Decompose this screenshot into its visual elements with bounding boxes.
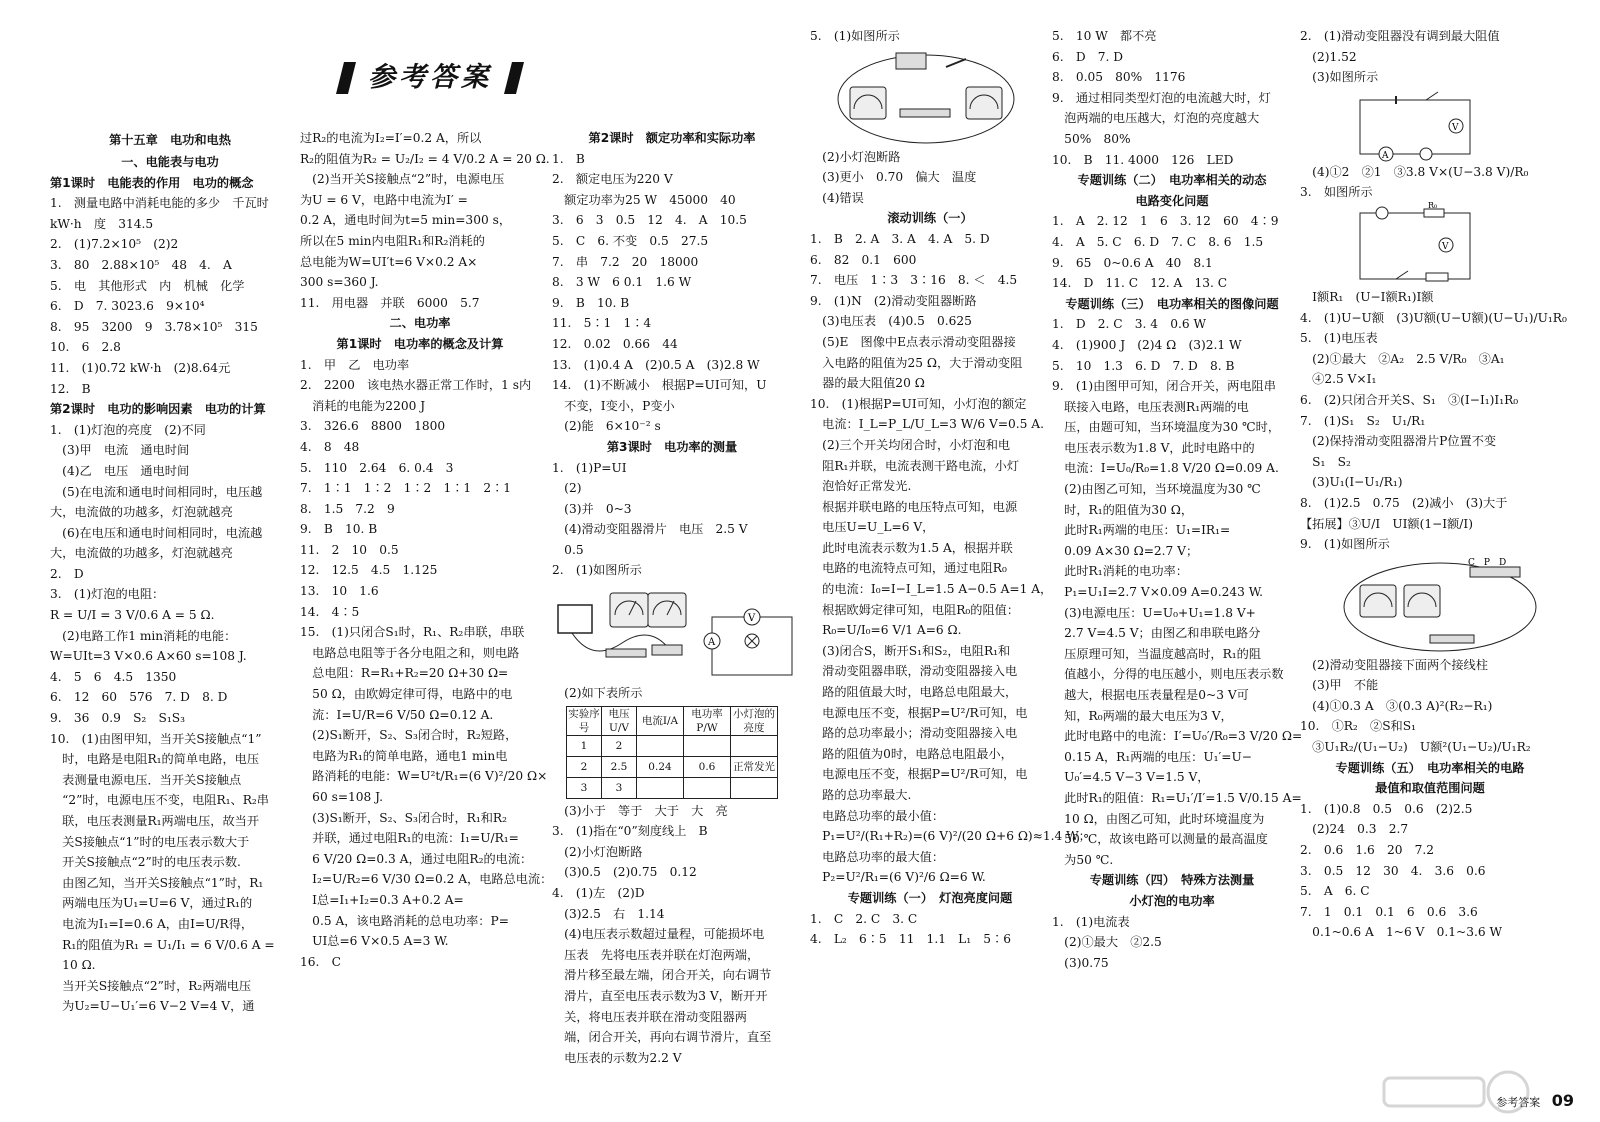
answer-line: 两端电压为U₁=U=6 V，通过R₁的 bbox=[50, 896, 253, 911]
answer-line: (2)S₁断开，S₂、S₃闭合时，R₂短路， bbox=[300, 728, 518, 743]
answer-line: 6. (2)只闭合开关S、S₁ ③(I−I₁)I₁R₀ bbox=[1300, 392, 1519, 407]
answer-line: 根据欧姆定律可知，电阻R₀的阻值： bbox=[810, 602, 1020, 617]
answer-line: 14. D 11. C 12. A 13. C bbox=[1052, 276, 1228, 291]
answer-line: 8. 3 W 6 0.1 1.6 W bbox=[552, 275, 692, 290]
answer-line: 1. B bbox=[552, 151, 585, 166]
answer-line: 压原理可知，当温度越高时，R₁的阻 bbox=[1052, 646, 1262, 661]
answer-line: (2)如下表所示 bbox=[552, 686, 643, 701]
answer-line: (4)错误 bbox=[810, 190, 864, 205]
answer-line: (3)2.5 右 1.14 bbox=[552, 906, 665, 921]
answer-line: (4)滑动变阻器滑片 电压 2.5 V bbox=[552, 522, 748, 537]
answer-line: (4)电压表示数超过量程，可能损坏电 bbox=[552, 927, 765, 942]
answer-line: 泡两端的电压越大，灯泡的亮度越大 bbox=[1052, 111, 1260, 126]
answer-line: 大，电流做的功越多，灯泡就越亮 bbox=[50, 546, 233, 561]
cell: 0.6 bbox=[684, 756, 731, 777]
answer-line: (2)三个开关均闭合时，小灯泡和电 bbox=[810, 437, 1011, 452]
answer-line: 5. 电 其他形式 内 机械 化学 bbox=[50, 278, 245, 293]
answer-line: 端，闭合开关，再向右调节滑片，直至 bbox=[552, 1030, 772, 1045]
answer-line: 7. (1)S₁ S₂ U₁/R₁ bbox=[1300, 413, 1426, 428]
answer-line: 0.2 A，通电时间为t=5 min=300 s， bbox=[300, 213, 512, 228]
table-header bbox=[567, 706, 778, 735]
th-1: 实验序号 bbox=[568, 707, 600, 734]
answer-line: (2)能 6×10⁻² s bbox=[552, 419, 661, 434]
answer-line: (2)小灯泡断路 bbox=[810, 149, 901, 164]
answer-line: 3. 80 2.88×10⁵ 48 4. A bbox=[50, 257, 232, 272]
answer-line: 时，R₁的阻值为30 Ω， bbox=[1052, 502, 1194, 517]
answer-line: 11. 2 10 0.5 bbox=[300, 542, 399, 557]
answer-line: 8. 1.5 7.2 9 bbox=[300, 501, 395, 516]
answer-line: 压，由题可知，当环境温度为30 ℃时， bbox=[1052, 420, 1281, 435]
answer-line: 滑片，直至电压表示数为3 V，断开开 bbox=[552, 989, 768, 1003]
cell: 3 bbox=[602, 777, 637, 798]
page-number: 09 bbox=[1551, 1091, 1574, 1111]
table-row bbox=[567, 777, 778, 798]
answer-line: 10 Ω. bbox=[50, 958, 96, 973]
answer-line: 滑动变阻器串联，滑动变阻器接入电 bbox=[810, 664, 1018, 679]
cell: 0.24 bbox=[637, 756, 684, 777]
footer-label: 参考答案 bbox=[1496, 1096, 1541, 1110]
answer-line: 10. B 11. 4000 126 LED bbox=[1052, 152, 1234, 167]
answer-line: 开关S接触点“2”时的电压表示数. bbox=[50, 855, 241, 870]
answer-line: R₂的阻值为R₂ = U₂/I₂ = 4 V/0.2 A = 20 Ω. bbox=[300, 151, 550, 166]
answer-line: 60 s=108 J. bbox=[300, 790, 383, 804]
answer-line: 阻R₁并联，电流表测干路电流，小灯 bbox=[810, 458, 1020, 473]
svg-text:R₀: R₀ bbox=[1428, 200, 1438, 210]
answer-line: 0.09 A×30 Ω=2.7 V； bbox=[1052, 543, 1199, 558]
answer-line: 3. 如图所示 bbox=[1300, 185, 1373, 200]
answer-line: 1. D 2. C 3. 4 0.6 W bbox=[1052, 317, 1207, 332]
answer-line: 12. 0.02 0.66 44 bbox=[552, 336, 678, 351]
title-banner bbox=[330, 58, 530, 98]
answer-line: 2. 额定电压为220 V bbox=[552, 172, 673, 187]
answer-line: 50 ℃，故该电路可以测量的最高温度 bbox=[1052, 832, 1268, 847]
answer-line: I额R₁ (U−I额R₁)I额 bbox=[1300, 289, 1434, 304]
answer-line: 10. 6 2.8 bbox=[50, 340, 121, 355]
answer-line: R₁的阻值为R₁ = U₁/I₁ = 6 V/0.6 A = bbox=[50, 937, 275, 952]
answer-line: 3. (1)灯泡的电阻： bbox=[50, 587, 165, 602]
section-heading: 第十五章 电功和电热 bbox=[109, 133, 231, 147]
answer-line: 2. 2200 该电热水器正常工作时，1 s内 bbox=[300, 378, 532, 393]
column-6 bbox=[1300, 26, 1567, 943]
answer-line: 3. 326.6 8800 1800 bbox=[300, 419, 446, 434]
section-heading: 第2课时 电功的影响因素 电功的计算 bbox=[50, 402, 266, 417]
cell: 3 bbox=[567, 777, 602, 798]
answer-line: P₂=U²/R₁=(6 V)²/6 Ω=6 W. bbox=[810, 870, 986, 885]
answer-line: 关S接触点“1”时的电压表示数大于 bbox=[50, 834, 250, 849]
answer-line: (3)小于 等于 大于 大 亮 bbox=[552, 803, 728, 818]
answer-line: 此时电路中的电流：I′=U₀′/R₀=3 V/20 Ω= bbox=[1052, 729, 1303, 744]
answer-line: 3. (1)指在“0”刻度线上 B bbox=[552, 824, 708, 839]
answer-line: 根据并联电路的电压特点可知，电源 bbox=[810, 499, 1018, 514]
cell bbox=[731, 735, 778, 756]
answer-line: 12. B bbox=[50, 381, 91, 396]
section-heading: 第1课时 电功率的概念及计算 bbox=[336, 336, 504, 351]
answer-line: 越大，根据电压表量程是0~3 V可 bbox=[1052, 688, 1249, 702]
table-row bbox=[567, 756, 778, 777]
answer-line: 1. 测量电路中消耗电能的多少 千瓦时 bbox=[50, 196, 269, 211]
answer-line: 8. (1)2.5 0.75 (2)减小 (3)大于 bbox=[1300, 495, 1508, 510]
answer-line: W=UIt=3 V×0.6 A×60 s=108 J. bbox=[50, 649, 247, 664]
answer-line: 4. 5 6 4.5 1350 bbox=[50, 669, 177, 684]
page-footer bbox=[1496, 1091, 1574, 1114]
answer-line: 滑片移至最左端，闭合开关，向右调节 bbox=[552, 968, 772, 983]
answer-line: 电压表的示数为2.2 V bbox=[552, 1050, 682, 1065]
answer-line: 所以在5 min内电阻R₁和R₂消耗的 bbox=[300, 233, 485, 248]
svg-text:C P D: C P D bbox=[1468, 557, 1507, 568]
answer-line: 4. (1)900 J (2)4 Ω (3)2.1 W bbox=[1052, 337, 1242, 352]
banner-title: 参考答案 bbox=[368, 62, 492, 93]
cell bbox=[684, 735, 731, 756]
answer-line: 为U₂=U−U₁′=6 V−2 V=4 V，通 bbox=[50, 999, 255, 1014]
column-1 bbox=[50, 128, 290, 1017]
answer-line: U₀′=4.5 V−3 V=1.5 V， bbox=[1052, 770, 1210, 785]
answer-line: 此时R₁的阻值：R₁=U₁′/I′=1.5 V/0.15 A= bbox=[1052, 790, 1302, 805]
answer-line: (3)0.5 (2)0.75 0.12 bbox=[552, 865, 697, 880]
answer-line: 6 V/20 Ω=0.3 A，通过电阻R₂的电流： bbox=[300, 851, 533, 866]
answer-line: 7. 1 0.1 0.1 6 0.6 3.6 bbox=[1300, 904, 1478, 919]
answer-line: 1. (1)电流表 bbox=[1052, 914, 1130, 929]
section-heading: 专题训练（三） 电功率相关的图像问题 bbox=[1065, 296, 1279, 311]
section-heading: 专题训练（一） 灯泡亮度问题 bbox=[847, 890, 1013, 905]
answer-line: 的电流：I₀=I−I_L=1.5 A−0.5 A=1 A， bbox=[810, 582, 1053, 597]
answer-line: 11. 用电器 并联 6000 5.7 bbox=[300, 295, 480, 310]
circuit-figure-5 bbox=[1340, 557, 1560, 653]
answer-line: 电流：I_L=P_L/U_L=3 W/6 V=0.5 A. bbox=[810, 417, 1044, 432]
section-heading: 专题训练（二） 电功率相关的动态 bbox=[1077, 173, 1267, 188]
answer-line: 电路总功率的最大值： bbox=[810, 849, 945, 864]
answer-line: 5. 110 2.64 6. 0.4 3 bbox=[300, 460, 454, 475]
answer-line: 器的最大阻值20 Ω bbox=[810, 376, 925, 391]
th-4: 电功率P/W bbox=[684, 706, 731, 735]
answer-line: I总=I₁+I₂=0.3 A+0.2 A= bbox=[300, 892, 464, 907]
section-heading: 一、电能表与电功 bbox=[121, 155, 219, 169]
answer-line: 0.5 A，该电路消耗的总电功率：P= bbox=[300, 913, 509, 928]
answer-line: (3)更小 0.70 偏大 温度 bbox=[810, 170, 977, 185]
answer-line: 4. L₂ 6∶5 11 1.1 L₁ 5∶6 bbox=[810, 932, 1011, 947]
answer-line: ③U₁R₂/(U₁−U₂) U额²(U₁−U₂)/U₁R₂ bbox=[1300, 740, 1531, 755]
answer-line: (3)S₁断开，S₂、S₃闭合时，R₁和R₂ bbox=[300, 810, 507, 825]
column-5 bbox=[1052, 26, 1303, 973]
answer-line: 电路的电流特点可知，通过电阻R₀ bbox=[810, 561, 1007, 576]
answer-line: (2) bbox=[552, 481, 582, 496]
answer-line: UI总=6 V×0.5 A=3 W. bbox=[300, 934, 449, 949]
answer-line: 9. 通过相同类型灯泡的电流越大时，灯 bbox=[1052, 90, 1271, 105]
answer-line: 路的阻值为0时，电路总电阻最小， bbox=[810, 746, 1013, 761]
answer-line: P₁=U₁I=2.7 V×0.09 A=0.243 W. bbox=[1052, 585, 1263, 600]
answer-line: 此时R₁两端的电压：U₁=IR₁= bbox=[1052, 523, 1231, 538]
answer-line: (3)U₁(I−U₁/R₁) bbox=[1300, 475, 1403, 490]
section-heading: 第3课时 电功率的测量 bbox=[606, 439, 738, 454]
answer-line: (2)①最大 ②2.5 bbox=[1052, 935, 1162, 950]
answer-line: (2)保持滑动变阻器滑片P位置不变 bbox=[1300, 434, 1497, 449]
answer-line: 额定功率为25 W 45000 40 bbox=[552, 192, 736, 207]
answer-line: 9. (1)如图所示 bbox=[1300, 537, 1390, 552]
answer-line: 50 Ω，由欧姆定律可得，电路中的电 bbox=[300, 687, 513, 702]
answer-line: “2”时，电源电压不变，电阻R₁、R₂串 bbox=[50, 793, 269, 808]
answer-line: S₁ S₂ bbox=[1300, 454, 1351, 469]
answer-line: 6. D 7. 3023.6 9×10⁴ bbox=[50, 299, 205, 314]
answer-line: 5. (1)如图所示 bbox=[810, 29, 900, 43]
section-heading: 第2课时 额定功率和实际功率 bbox=[588, 131, 756, 145]
answer-line: 0.15 A，R₁两端的电压：U₁′=U− bbox=[1052, 749, 1252, 764]
answer-line: 总电能为W=UI′t=6 V×0.2 A× bbox=[300, 254, 478, 269]
answer-line: 并联，通过电阻R₁的电流：I₁=U/R₁= bbox=[300, 831, 519, 846]
answer-line: 14. (1)不断减小 根据P=UI可知，U bbox=[552, 378, 767, 393]
cell bbox=[637, 735, 684, 756]
answer-line: 电流为I₁=I=0.6 A，由I=U/R得， bbox=[50, 916, 254, 931]
circuit-figure-4 bbox=[1356, 200, 1560, 285]
answer-line: 关，将电压表并联在滑动变阻器两 bbox=[552, 1009, 747, 1024]
answer-line: R₀=U/I₀=6 V/1 A=6 Ω. bbox=[810, 623, 962, 638]
answer-line: (2)24 0.3 2.7 bbox=[1300, 822, 1409, 837]
answer-line: 10. (1)由图甲知，当开关S接触点“1” bbox=[50, 731, 262, 746]
svg-text:V: V bbox=[1452, 122, 1459, 133]
answer-line: 2. (1)如图所示 bbox=[552, 563, 642, 578]
answer-line: 1. (1)0.8 0.5 0.6 (2)2.5 bbox=[1300, 801, 1473, 816]
cell: 2 bbox=[567, 756, 602, 777]
answer-line: 12. 12.5 4.5 1.125 bbox=[300, 563, 438, 578]
answer-line: 过R₂的电流为I₂=I′=0.2 A，所以 bbox=[300, 131, 482, 145]
answer-line: 2. (1)滑动变阻器没有调到最大阻值 bbox=[1300, 29, 1500, 43]
answer-line: 1. (1)灯泡的亮度 (2)不同 bbox=[50, 422, 206, 437]
answer-line: 时，电路是电阻R₁的简单电路，电压 bbox=[50, 752, 260, 767]
answer-line: 5. (1)电压表 bbox=[1300, 331, 1378, 346]
answer-line: 流：I=U/R=6 V/50 Ω=0.12 A. bbox=[300, 707, 494, 722]
answer-line: 表测量电源电压．当开关S接触点 bbox=[50, 772, 242, 787]
answer-line: 9. B 10. B bbox=[552, 295, 630, 310]
answer-line: 1. 甲 乙 电功率 bbox=[300, 357, 410, 372]
answer-line: 2. (1)7.2×10⁵ (2)2 bbox=[50, 237, 179, 252]
answer-line: 此时电流表示数为1.5 A，根据并联 bbox=[810, 540, 1013, 555]
answer-line: 13. (1)0.4 A (2)0.5 A (3)2.8 W bbox=[552, 357, 760, 372]
section-heading: 电路变化问题 bbox=[1135, 193, 1209, 208]
answer-line: (3)并 0~3 bbox=[552, 501, 632, 516]
answer-line: 不变，I变小，P变小 bbox=[552, 398, 675, 413]
answer-line: 11. (1)0.72 kW·h (2)8.64元 bbox=[50, 360, 231, 375]
answer-line: 15. (1)只闭合S₁时，R₁、R₂串联，串联 bbox=[300, 625, 525, 640]
answer-line: (3)0.75 bbox=[1052, 955, 1109, 970]
answer-line: 4. (1)U−U额 (3)U额(U−U额)(U−U₁)/U₁R₀ bbox=[1300, 310, 1567, 325]
answer-line: 9. (1)由图甲可知，闭合开关，两电阻串 bbox=[1052, 379, 1276, 394]
answer-line: 知，R₀两端的最大电压为3 V， bbox=[1052, 708, 1233, 723]
answer-line: 1. (1)P=UI bbox=[552, 460, 627, 475]
answer-line: (2)电路工作1 min消耗的电能： bbox=[50, 628, 237, 643]
answer-line: (4)乙 电压 通电时间 bbox=[50, 463, 190, 478]
cell bbox=[637, 777, 684, 798]
answer-line: R = U/I = 3 V/0.6 A = 5 Ω. bbox=[50, 608, 215, 623]
answer-line: (4)①2 ②1 ③3.8 V×(U−3.8 V)/R₀ bbox=[1300, 164, 1529, 179]
answer-line: (2)由图乙可知，当环境温度为30 ℃ bbox=[1052, 482, 1261, 497]
answer-line: 7. 串 7.2 20 18000 bbox=[552, 254, 699, 269]
answer-line: (5)E 图像中E点表示滑动变阻器接 bbox=[810, 334, 1016, 349]
answer-line: 2.7 V=4.5 V；由图乙和串联电路分 bbox=[1052, 626, 1261, 641]
section-heading: 专题训练（五） 电功率相关的电路 bbox=[1335, 760, 1525, 775]
circuit-figure-1 bbox=[552, 583, 792, 681]
th-2: 电压U/V bbox=[602, 706, 637, 735]
answer-line: 1. A 2. 12 1 6 3. 12 60 4∶9 bbox=[1052, 214, 1279, 229]
svg-text:A: A bbox=[1382, 150, 1389, 161]
answer-line: 值越小，分得的电压越小，则电压表示数 bbox=[1052, 667, 1284, 682]
answer-line: 3. 0.5 12 30 4. 3.6 0.6 bbox=[1300, 863, 1486, 878]
answer-line: 路的总功率最大. bbox=[810, 788, 912, 802]
section-heading: 第1课时 电能表的作用 电功的概念 bbox=[50, 175, 254, 190]
answer-line: 8. 95 3200 9 3.78×10⁵ 315 bbox=[50, 319, 258, 334]
answer-line: 入电路的阻值为25 Ω，大于滑动变阻 bbox=[810, 355, 1023, 370]
cell bbox=[731, 777, 778, 798]
answer-line: 6. D 7. D bbox=[1052, 49, 1124, 64]
answer-line: (5)在电流和通电时间相同时，电压越 bbox=[50, 484, 263, 499]
column-2 bbox=[300, 128, 553, 972]
answer-line: 9. 36 0.9 S₂ S₁S₃ bbox=[50, 711, 185, 726]
answer-line: 16. C bbox=[300, 954, 341, 969]
answer-line: 路的阻值最大时，电路总电阻最大， bbox=[810, 685, 1018, 700]
answer-line: 2. 0.6 1.6 20 7.2 bbox=[1300, 843, 1435, 858]
answer-line: 3. 6 3 0.5 12 4. A 10.5 bbox=[552, 213, 747, 228]
column-3 bbox=[552, 128, 792, 1068]
answer-line: (3)甲 不能 bbox=[1300, 678, 1379, 693]
answer-line: 10. (1)根据P=UI可知，小灯泡的额定 bbox=[810, 396, 1027, 411]
answer-line: 联，电压表测量R₁两端电压，故当开 bbox=[50, 814, 260, 828]
svg-text:A: A bbox=[708, 637, 716, 649]
answer-line: 7. 电压 1∶3 3∶16 8. ＜ 4.5 bbox=[810, 273, 1018, 288]
answer-line: (2)当开关S接触点“2”时，电源电压 bbox=[300, 172, 505, 187]
answer-line: 电路总电阻等于各分电阻之和，则电路 bbox=[300, 645, 520, 660]
answer-line: 压表 先将电压表并联在灯泡两端， bbox=[552, 947, 760, 962]
answer-line: (3)甲 电流 通电时间 bbox=[50, 443, 190, 458]
answer-line: 0.1~0.6 A 1~6 V 0.1~3.6 W bbox=[1300, 925, 1502, 940]
answer-line: 6. 12 60 576 7. D 8. D bbox=[50, 690, 228, 705]
answer-line: (3)如图所示 bbox=[1300, 70, 1379, 85]
answer-line: 9. B 10. B bbox=[300, 522, 378, 537]
answer-line: 5. C 6. 不变 0.5 27.5 bbox=[552, 233, 709, 248]
table-row bbox=[567, 735, 778, 756]
cell: 1 bbox=[567, 735, 602, 756]
answer-line: 4. (1)左 (2)D bbox=[552, 886, 645, 901]
answer-line: 6. 82 0.1 600 bbox=[810, 252, 917, 267]
answer-line: 2. D bbox=[50, 566, 84, 581]
circuit-figure-3 bbox=[1356, 90, 1560, 160]
answer-line: (3)电源电压：U=U₀+U₁=1.8 V+ bbox=[1052, 605, 1256, 620]
answer-line: 0.5 bbox=[552, 542, 584, 557]
answer-line: 电源电压不变，根据P=U²/R可知，电 bbox=[810, 767, 1028, 782]
answer-line: 联接入电路，电压表测R₁两端的电 bbox=[1052, 399, 1249, 414]
answer-line: (2)①最大 ②A₂ 2.5 V/R₀ ③A₁ bbox=[1300, 351, 1505, 366]
answer-line: (4)①0.3 A ③(0.3 A)²(R₂−R₁) bbox=[1300, 698, 1493, 713]
answer-line: (3)电压表 (4)0.5 0.625 bbox=[810, 314, 972, 329]
answer-line: 电流：I=U₀/R₀=1.8 V/20 Ω=0.09 A. bbox=[1052, 461, 1279, 476]
answer-line: 电源电压不变，根据P=U²/R可知，电 bbox=[810, 705, 1028, 720]
answer-line: 1. B 2. A 3. A 4. A 5. D bbox=[810, 231, 990, 246]
answer-line: 300 s=360 J. bbox=[300, 275, 379, 290]
answer-line: 5. 10 W 都不亮 bbox=[1052, 29, 1157, 43]
data-table bbox=[566, 706, 778, 799]
answer-line: 路的总功率最小；滑动变阻器接入电 bbox=[810, 726, 1018, 741]
answer-line: 13. 10 1.6 bbox=[300, 584, 379, 599]
answer-line: 电压表示数为1.8 V，此时电路中的 bbox=[1052, 440, 1255, 455]
cell: 2.5 bbox=[602, 756, 637, 777]
section-heading: 小灯泡的电功率 bbox=[1129, 893, 1215, 908]
answer-line: 此时R₁消耗的电功率： bbox=[1052, 564, 1188, 579]
answer-line: 10. ①R₂ ②S和S₁ bbox=[1300, 719, 1416, 734]
answer-line: 7. 1∶1 1∶2 1∶2 1∶1 2∶1 bbox=[300, 481, 512, 496]
cell: 正常发光 bbox=[731, 756, 778, 777]
answer-line: P₁=U²/(R₁+R₂)=(6 V)²/(20 Ω+6 Ω)≈1.4 W； bbox=[810, 829, 1091, 844]
answer-line: 总电阻：R=R₁+R₂=20 Ω+30 Ω= bbox=[300, 666, 509, 681]
answer-line: 电压U=U_L=6 V， bbox=[810, 520, 935, 535]
answer-line: (2)小灯泡断路 bbox=[552, 844, 643, 859]
svg-text:V: V bbox=[748, 613, 756, 625]
section-heading: 二、电功率 bbox=[389, 316, 451, 331]
answer-line: 4. 8 48 bbox=[300, 439, 360, 454]
answer-line: 泡恰好正常发光. bbox=[810, 479, 912, 494]
answer-line: (2)滑动变阻器接下面两个接线柱 bbox=[1300, 657, 1488, 672]
answer-line: kW·h 度 314.5 bbox=[50, 216, 154, 231]
cell: 2 bbox=[602, 735, 637, 756]
section-heading: 最值和取值范围问题 bbox=[1375, 781, 1485, 796]
answer-line: 5. A 6. C bbox=[1300, 884, 1370, 899]
answer-line: ④2.5 V×I₁ bbox=[1300, 372, 1377, 387]
th-3: 电流I/A bbox=[637, 706, 684, 735]
answer-line: 1. C 2. C 3. C bbox=[810, 911, 918, 926]
answer-line: 为50 ℃. bbox=[1052, 852, 1114, 867]
answer-line: 5. 10 1.3 6. D 7. D 8. B bbox=[1052, 358, 1235, 373]
answer-line: 【拓展】③U/I UI额(1−I额/I) bbox=[1300, 516, 1473, 531]
answer-line: 消耗的电能为2200 J bbox=[300, 398, 426, 413]
answer-line: 当开关S接触点“2”时，R₂两端电压 bbox=[50, 978, 252, 993]
answer-line: (2)1.52 bbox=[1300, 49, 1357, 64]
answer-line: 4. A 5. C 6. D 7. C 8. 6 1.5 bbox=[1052, 234, 1264, 249]
answer-line: 11. 5∶1 1∶4 bbox=[552, 316, 652, 331]
section-heading: 专题训练（四） 特殊方法测量 bbox=[1089, 873, 1255, 888]
th-5: 小灯泡的亮度 bbox=[731, 706, 778, 735]
cell bbox=[684, 777, 731, 798]
circuit-figure-2 bbox=[836, 49, 1050, 145]
answer-line: 为U = 6 V，电路中电流为I′ = bbox=[300, 192, 468, 207]
answer-line: 由图乙知，当开关S接触点“1”时，R₁ bbox=[50, 875, 264, 890]
answer-line: 电路总功率的最小值： bbox=[810, 808, 945, 823]
answer-line: 10 Ω，由图乙可知，此时环境温度为 bbox=[1052, 811, 1265, 826]
answer-line: I₂=U/R₂=6 V/30 Ω=0.2 A，电路总电流： bbox=[300, 872, 553, 887]
answer-line: 电路为R₁的简单电路，通电1 min电 bbox=[300, 748, 508, 763]
answer-line: 8. 0.05 80% 1176 bbox=[1052, 70, 1186, 85]
svg-text:V: V bbox=[1442, 241, 1449, 252]
answer-line: 9. 65 0~0.6 A 40 8.1 bbox=[1052, 255, 1213, 270]
answer-line: 50% 80% bbox=[1052, 131, 1131, 146]
answer-line: (6)在电压和通电时间相同时，电流越 bbox=[50, 525, 263, 540]
answer-line: 14. 4∶5 bbox=[300, 604, 360, 619]
answer-line: 路消耗的电能：W=U²t/R₁=(6 V)²/20 Ω× bbox=[300, 769, 548, 784]
answer-line: (3)闭合S，断开S₁和S₂，电阻R₁和 bbox=[810, 643, 1011, 658]
answer-line: 9. (1)N (2)滑动变阻器断路 bbox=[810, 293, 977, 308]
section-heading: 滚动训练（一） bbox=[887, 211, 973, 226]
answer-line: 大，电流做的功越多，灯泡就越亮 bbox=[50, 505, 233, 520]
